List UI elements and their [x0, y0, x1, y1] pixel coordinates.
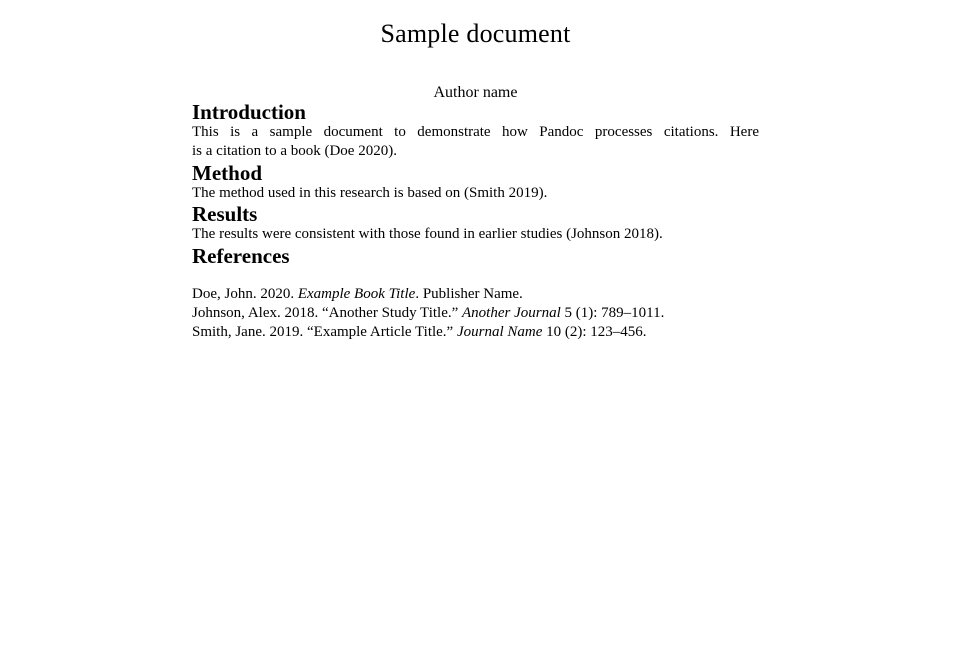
reference-text: Smith, Jane. 2019. “Example Article Title.” — [192, 324, 457, 341]
reference-entry — [192, 304, 759, 323]
reference-entry — [192, 285, 759, 304]
section-method — [192, 162, 759, 203]
section-heading-method: Method — [192, 160, 262, 185]
reference-italic-title: Example Book Title — [297, 285, 416, 302]
document-title: Sample document — [380, 19, 571, 48]
document-body — [192, 0, 759, 343]
paragraph-line: is a citation to a book (Doe 2020). — [192, 143, 397, 160]
reference-italic-title: Another Journal — [462, 305, 561, 322]
paragraph-introduction — [192, 123, 759, 162]
section-heading-results: Results — [192, 202, 258, 227]
section-heading-introduction: Introduction — [192, 100, 306, 124]
reference-text: Johnson, Alex. 2018. “Another Study Title.” — [192, 305, 463, 322]
document-author: Author name — [433, 84, 518, 101]
reference-list — [192, 285, 759, 343]
paragraph-results — [192, 225, 759, 244]
paragraph-line: The results were consistent with those found in earlier studies (Johnson 2018). — [192, 226, 663, 243]
reference-text: 5 (1): 789–1011. — [560, 305, 665, 322]
paragraph-method — [192, 184, 759, 203]
reference-entry — [192, 323, 759, 342]
section-introduction — [192, 101, 759, 162]
reference-italic-title: Journal Name — [456, 324, 543, 341]
reference-text: 10 (2): 123–456. — [542, 324, 647, 341]
section-references — [192, 245, 759, 343]
section-results — [192, 203, 759, 244]
section-heading-references: References — [192, 243, 290, 268]
reference-text: Doe, John. 2020. — [192, 285, 298, 302]
reference-text: . Publisher Name. — [415, 285, 523, 302]
paragraph-line: This is a sample document to demonstrate how Pandoc processes citations. Here — [192, 124, 759, 140]
paragraph-line: The method used in this research is based on (Smith 2019). — [192, 184, 548, 201]
